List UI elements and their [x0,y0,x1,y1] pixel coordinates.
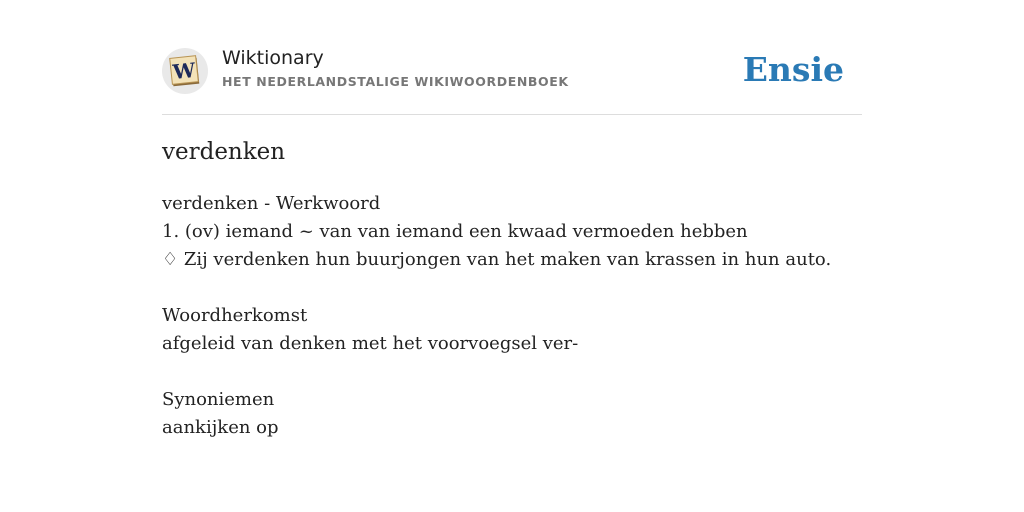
example-line: ♢ Zij verdenken hun buurjongen van het maken van krassen in hun auto. [162,249,832,270]
definition-line: 1. (ov) iemand ~ van van iemand een kwaad vermoeden hebben [162,221,748,242]
ensie-brand-link[interactable]: Ensie [742,50,844,89]
site-name[interactable]: Wiktionary [222,47,324,69]
blank-line [162,274,862,302]
synonyms-text: aankijken op [162,417,279,438]
synonyms-heading: Synoniemen [162,389,275,410]
logo-letter: W [171,57,197,85]
logo-tile-graphic [168,54,202,88]
entry-heading-line: verdenken - Werkwoord [162,193,381,214]
etymology-text: afgeleid van denken met het voorvoegsel ver- [162,333,579,354]
entry-content [162,190,862,442]
page-title: verdenken [162,139,286,165]
wiktionary-logo-icon[interactable] [162,48,208,94]
site-tagline: HET NEDERLANDSTALIGE WIKIWOORDENBOEK [222,74,569,89]
blank-line [162,358,862,386]
site-header [162,44,862,115]
etymology-heading: Woordherkomst [162,305,308,326]
